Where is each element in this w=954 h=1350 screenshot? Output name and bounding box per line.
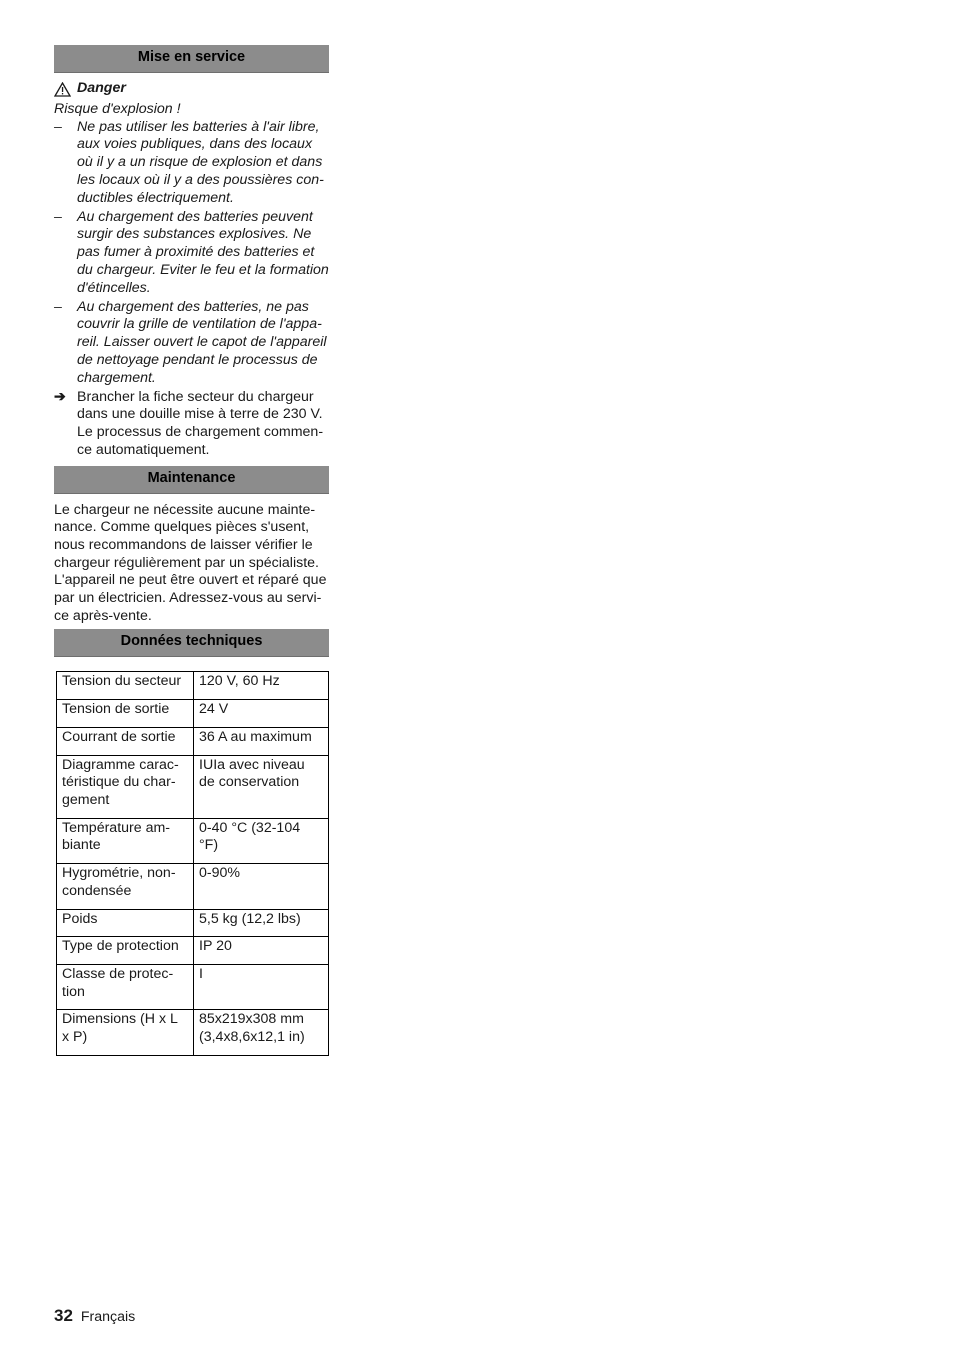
risk-text: Risque d'explosion ! [54, 101, 181, 117]
table-row [57, 818, 329, 863]
dash-bullet: – [54, 118, 62, 135]
page-column [54, 45, 329, 1056]
table-row [57, 909, 329, 937]
table-row [57, 937, 329, 965]
spec-value: 120 V, 60 Hz [194, 672, 329, 700]
spec-value: 0-40 °C (32-104 °F) [194, 818, 329, 863]
page-footer [54, 1307, 135, 1327]
list-item-text: Au chargement des batteries peuvent surgir des substances explosives. Ne pas fumer à proximité des batteries et du chargeur. Eviter le feu et la formation d'étincelles. [77, 208, 329, 296]
table-row [57, 1010, 329, 1055]
page-number: 32 [54, 1306, 73, 1325]
list-item [54, 119, 329, 208]
spec-key: Poids [57, 909, 194, 937]
spec-value: IP 20 [194, 937, 329, 965]
arrow-right-icon: ➔ [54, 388, 66, 405]
spec-value: 36 A au maximum [194, 727, 329, 755]
table-row [57, 727, 329, 755]
table-row [57, 755, 329, 818]
dash-bullet: – [54, 208, 62, 225]
dash-bullet: – [54, 298, 62, 315]
section-header-donnees-techniques: Données techniques [54, 629, 329, 657]
warning-triangle-icon [54, 82, 71, 97]
list-item [54, 299, 329, 388]
instruction-step [54, 389, 329, 460]
danger-notice [54, 79, 329, 99]
section-header-maintenance: Maintenance [54, 466, 329, 494]
spec-key: Classe de protection [57, 964, 194, 1009]
table-row [57, 672, 329, 700]
spec-key: Température ambiante [57, 818, 194, 863]
spec-key: Dimensions (H x L x P) [57, 1010, 194, 1055]
spec-value: I [194, 964, 329, 1009]
table-row [57, 700, 329, 728]
danger-label: Danger [77, 80, 126, 97]
instruction-step-text: Brancher la fiche secteur du chargeur dans une douille mise à terre de 230 V. Le processus de chargement commence automatiquement. [77, 388, 324, 458]
table-row [57, 864, 329, 909]
list-item [54, 209, 329, 298]
maintenance-text: Le chargeur ne nécessite aucune maintenance. Comme quelques pièces s'usent, nous recommandons de laisser vérifier le chargeur régulièrement par un spécialiste. L'appareil ne peut être ouvert et réparé que par un électricien. Adressez-vous au service après-vente. [54, 501, 327, 624]
spec-key: Diagramme caractéristique du chargement [57, 755, 194, 818]
danger-list [54, 119, 329, 388]
technical-data-table [56, 671, 329, 1055]
spec-key: Courrant de sortie [57, 727, 194, 755]
table-row [57, 964, 329, 1009]
list-item-text: Au chargement des batteries, ne pas couvrir la grille de ventilation de l'appareil. Laisser ouvert le capot de l'appareil de nettoyage pendant le processus de chargement. [77, 298, 327, 386]
spec-key: Type de protection [57, 937, 194, 965]
spec-key: Hygrométrie, non-condensée [57, 864, 194, 909]
section-header-mise-en-service: Mise en service [54, 45, 329, 73]
spec-value: IUIa avec niveau de conservation [194, 755, 329, 818]
spec-value: 5,5 kg (12,2 lbs) [194, 909, 329, 937]
footer-language: Français [80, 1309, 136, 1325]
spec-value: 85x219x308 mm (3,4x8,6x12,1 in) [194, 1010, 329, 1055]
spec-key: Tension du secteur [57, 672, 194, 700]
spec-value: 0-90% [194, 864, 329, 909]
spec-value: 24 V [194, 700, 329, 728]
list-item-text: Ne pas utiliser les batteries à l'air libre, aux voies publiques, dans des locaux où il y a un risque de explosion et dans les locaux où il y a des poussières conductibles électriquement. [77, 118, 324, 206]
spec-key: Tension de sortie [57, 700, 194, 728]
